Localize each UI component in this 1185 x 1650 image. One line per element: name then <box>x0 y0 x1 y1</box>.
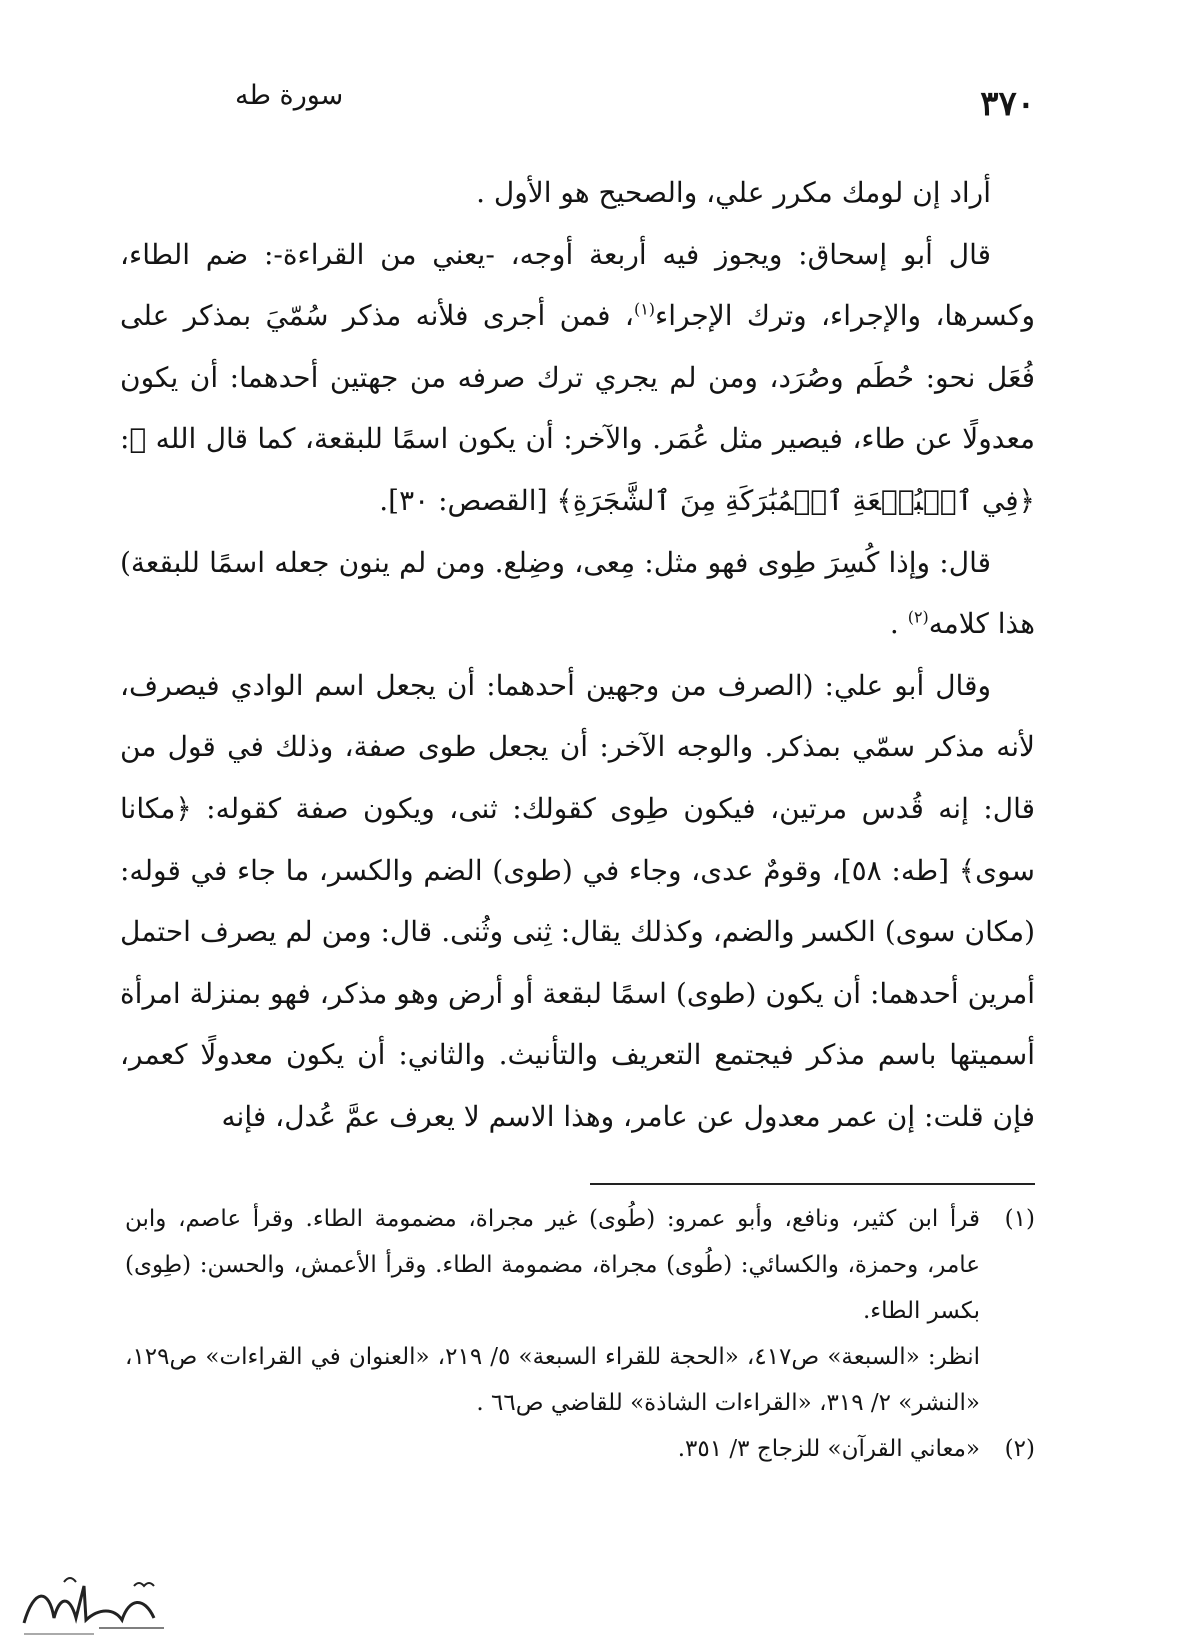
surah-title: سورة طه <box>235 80 344 111</box>
paragraph-2-part-a: قال أبو إسحاق: ويجوز فيه أربعة أوجه، -يعني من القراءة-: ضم الطاء، وكسرها، والإجراء، وترك الإجراء <box>120 237 1035 333</box>
footnote-2 <box>125 1426 1035 1472</box>
running-head <box>0 78 1185 138</box>
footnote-separator <box>590 1183 1035 1185</box>
paragraph-2 <box>120 224 1035 532</box>
footnote-1-number: (١) <box>1004 1206 1035 1232</box>
footnote-1-sources: انظر: «السبعة» ص٤١٧، «الحجة للقراء السبعة» ٥/ ٢١٩، «العنوان في القراءات» ص١٢٩، «النشر» ٢/ ٣١٩، «القراءات الشاذة» للقاضي ص٦٦ . <box>125 1344 980 1416</box>
footnote-ref-1: (١) <box>633 299 656 319</box>
footnotes <box>125 1196 1035 1472</box>
footnote-2-text: «معاني القرآن» للزجاج ٣/ ٣٥١. <box>677 1436 980 1462</box>
paragraph-3-part-b: . <box>889 607 908 641</box>
paragraph-3-part-a: قال: وإذا كُسِرَ طِوى فهو مثل: مِعى، وضِلع. ومن لم ينون جعله اسمًا للبقعة) هذا كلامه <box>120 545 1035 641</box>
page-number: ٣٧٠ <box>980 84 1035 124</box>
footnote-ref-2: (٢) <box>907 607 929 627</box>
footnote-2-body <box>125 1426 980 1472</box>
footnote-1-text: قرأ ابن كثير، ونافع، وأبو عمرو: (طُوى) غير مجراة، مضمومة الطاء. وقرأ عاصم، وابن عامر، وحمزة، والكسائي: (طُوى) مجراة، مضمومة الطاء. وقرأ الأعمش، والحسن: (طِوى) بكسر الطاء. <box>125 1206 980 1324</box>
main-text <box>120 162 1035 1148</box>
footnote-1-body <box>125 1196 980 1426</box>
footnote-1 <box>125 1196 1035 1426</box>
paragraph-1: أراد إن لومك مكرر علي، والصحيح هو الأول . <box>476 176 991 209</box>
footnote-2-number: (٢) <box>1004 1436 1035 1462</box>
paragraph-3 <box>120 532 1035 655</box>
paragraph-4: وقال أبو علي: (الصرف من وجهين أحدهما: أن يجعل اسم الوادي فيصرف، لأنه مذكر سمّي بمذكر. والوجه الآخر: أن يجعل طوى صفة، وذلك في قول من قال: إنه قُدس مرتين، فيكون طِوى كقولك: ثنى، ويكون صفة كقوله: ﴿مكانا سوى﴾ [طه: ٥٨]، وقومٌ عدى، وجاء في (طوى) الضم والكسر، ما جاء في قوله: (مكان سوى) الكسر والضم، وكذلك يقال: ثِنى وثُنى. قال: ومن لم يصرف احتمل أمرين أحدهما: أن يكون (طوى) اسمًا لبقعة أو أرض وهو مذكر، فهو بمنزلة امرأة أسميتها باسم مذكر فيجتمع التعريف والتأنيث. والثاني: أن يكون معدولًا كعمر، فإن قلت: إن عمر معدول عن عامر، وهذا الاسم لا يعرف عمَّ عُدل، فإنه <box>120 668 1035 1133</box>
paragraph-2-part-b: ، فمن أجرى فلأنه مذكر سُمّيَ بمذكر على فُعَل نحو: حُطَم وصُرَد، ومن لم يجري ترك صرفه من جهتين أحدهما: أن يكون معدولًا عن طاء، فيصير مثل عُمَر. والآخر: أن يكون اسمًا للبقعة، كما قال الله ﷻ: ﴿فِي ٱلۡبُقۡعَةِ ٱلۡمُبَٰرَكَةِ مِنَ ٱلشَّجَرَةِ﴾ [القصص: ٣٠]. <box>120 299 1035 517</box>
publisher-stamp-logo <box>4 1568 179 1638</box>
